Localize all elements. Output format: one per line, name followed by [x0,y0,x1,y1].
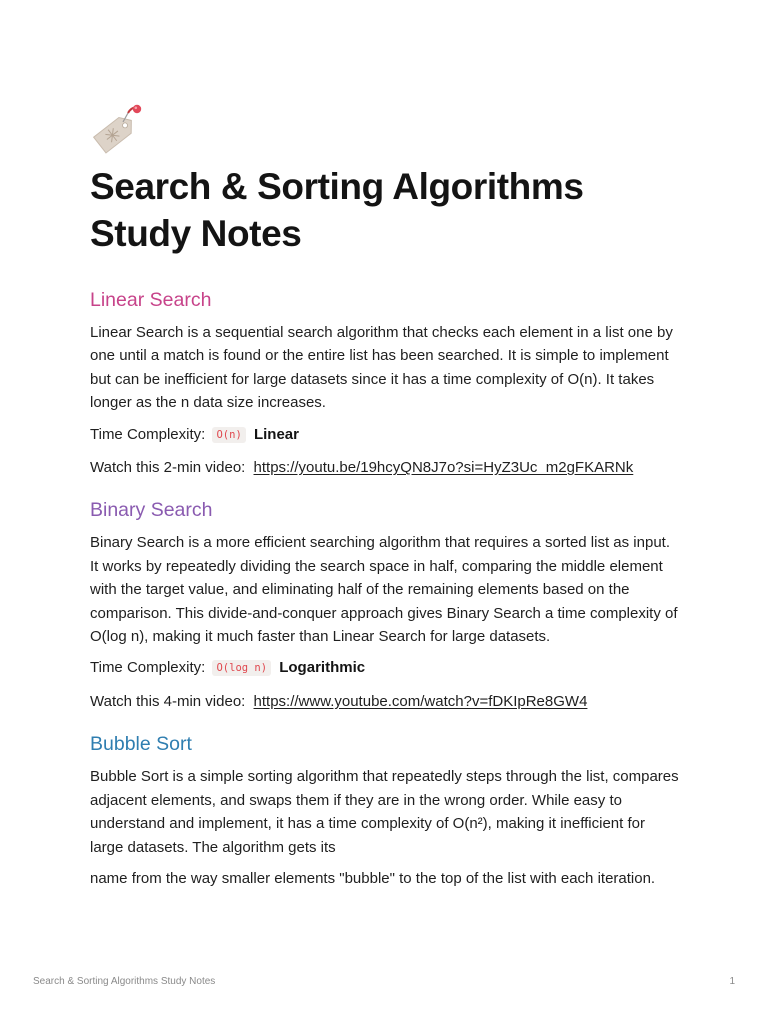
price-tag-icon [88,100,146,158]
section-bubble-sort [90,731,680,890]
footer-title: Search & Sorting Algorithms Study Notes [33,976,216,987]
page-title: Search & Sorting Algorithms Study Notes [90,166,584,254]
complexity-label: Time Complexity: [90,659,206,677]
section-heading: Binary Search [90,499,213,522]
complexity-label: Time Complexity: [90,425,206,443]
time-complexity-line [90,423,680,448]
video-label: Watch this 4-min video: [90,692,246,710]
complexity-name: Linear [253,425,299,443]
section-binary-search [90,497,680,713]
notes-body [90,287,680,890]
section-heading: Linear Search [90,289,212,311]
page-number: 1 [729,976,735,987]
complexity-code: O(n) [212,427,245,443]
section-paragraph: Binary Search is a more efficient searching algorithm that requires a sorted list as input. It works by repeatedly dividing the search space in half, comparing the middle element with the target value, and eliminating half of the remaining elements based on the comparison. This divide-and-conquer approach gives Binary Search a time complexity of O(log n), making it much faster than Linear Search for large datasets. [90,534,678,646]
section-heading: Bubble Sort [90,733,192,756]
video-label: Watch this 2-min video: [90,459,246,477]
complexity-code: O(log n) [212,660,271,676]
video-line [90,690,680,713]
video-line [90,456,680,479]
video-link[interactable]: https://youtu.be/19hcyQN8J7o?si=HyZ3Uc_m2gFKARNk [253,459,634,477]
video-link[interactable]: https://www.youtube.com/watch?v=fDKIpRe8GW4 [253,692,588,710]
section-paragraph: Bubble Sort is a simple sorting algorithm that repeatedly steps through the list, compares adjacent elements, and swaps them if they are in the wrong order. While easy to understand and implement, it has a time complexity of O(n²), making it inefficient for large datasets. The algorithm gets its [90,768,679,856]
section-paragraph: Linear Search is a sequential search algorithm that checks each element in a list one by one until a match is found or the entire list has been searched. It is simple to implement but can be inefficient for large datasets since it has a time complexity of O(n). It takes longer as the n data size increases. [90,324,673,412]
complexity-name: Logarithmic [279,659,366,677]
section-linear-search [90,287,680,479]
time-complexity-line [90,656,680,681]
section-paragraph-continued: name from the way smaller elements "bubble" to the top of the list with each iteration. [90,869,656,887]
